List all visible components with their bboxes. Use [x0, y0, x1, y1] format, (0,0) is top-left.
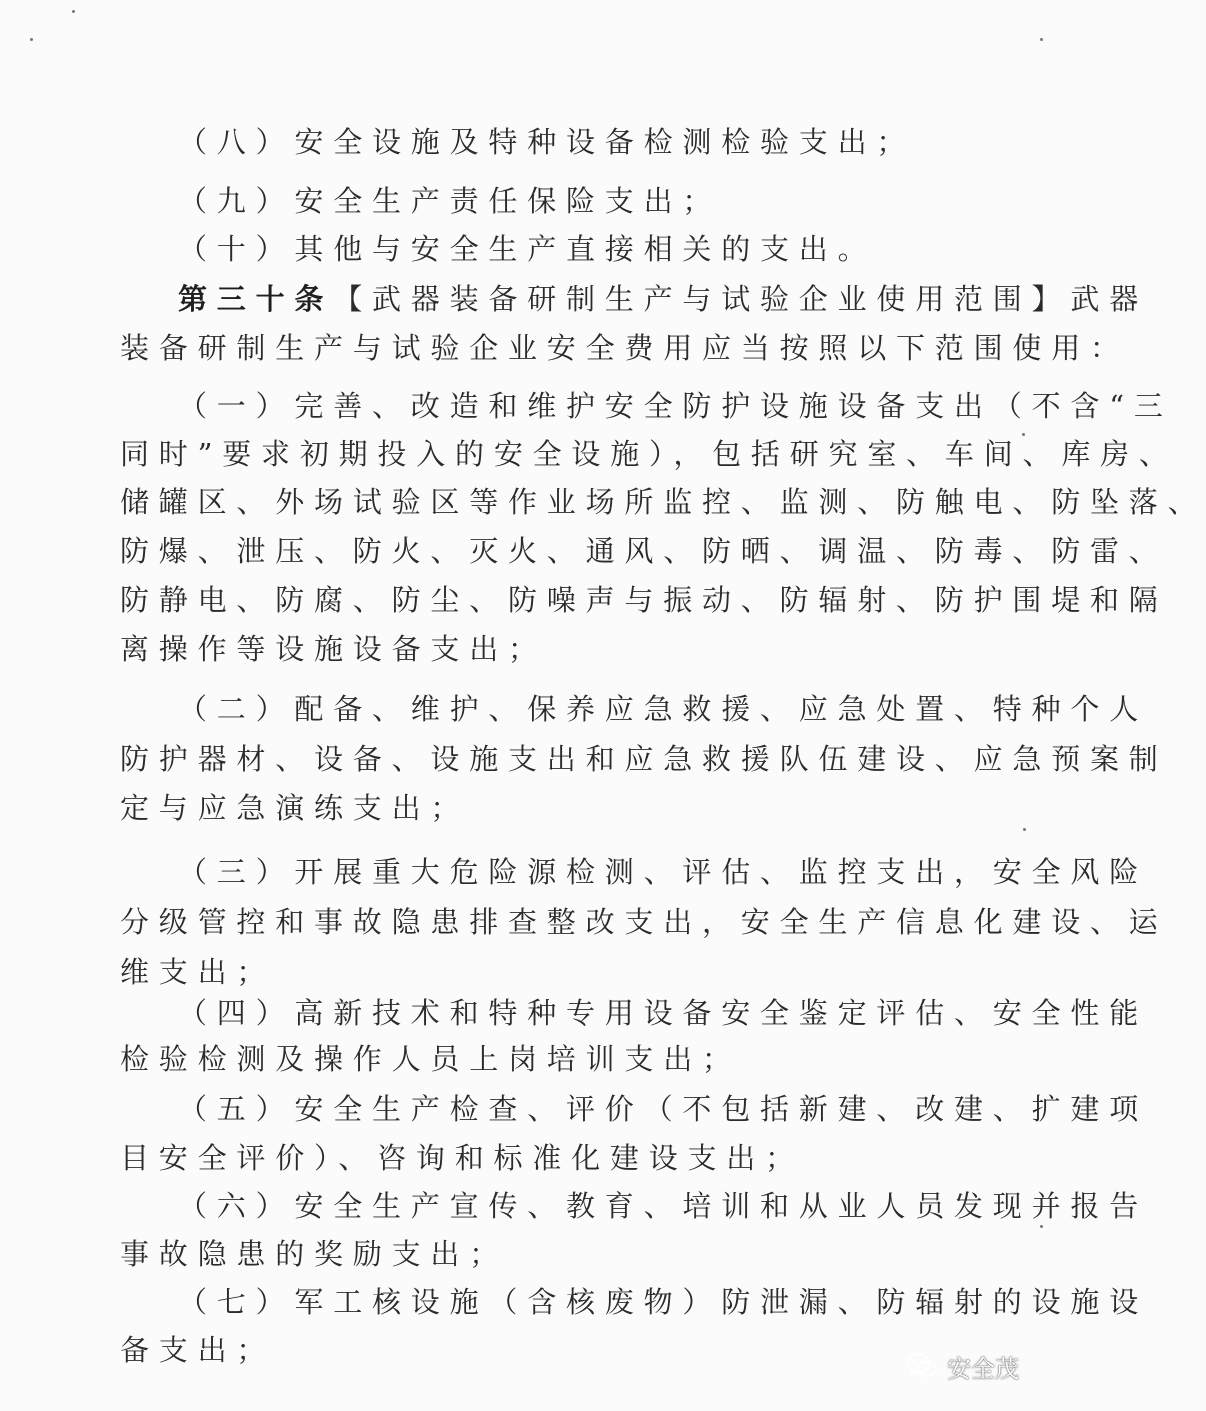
article-heading-text: 【武器装备研制生产与试验企业使用范围】武器 [333, 282, 1149, 316]
paragraph-line: （三）开展重大危险源检测、评估、监控支出，安全风险 [178, 855, 1149, 889]
paragraph-line: （四）高新技术和特种专用设备安全鉴定评估、安全性能 [178, 996, 1149, 1030]
paragraph-line: （十）其他与安全生产直接相关的支出。 [178, 232, 877, 266]
wechat-icon [905, 1352, 939, 1380]
scan-speck [1040, 38, 1043, 41]
paragraph-line: 储罐区、外场试验区等作业场所监控、监测、防触电、防坠落、 [120, 485, 1206, 519]
paragraph-line: 离操作等设施设备支出； [120, 632, 547, 666]
account-watermark [905, 1348, 1045, 1384]
paragraph-line: （二）配备、维护、保养应急救援、应急处置、特种个人 [178, 692, 1149, 726]
paragraph-line: 维支出； [120, 955, 276, 989]
paragraph-line: 目安全评价）、咨询和标准化建设支出； [120, 1141, 804, 1175]
paragraph-line: 防护器材、设备、设施支出和应急救援队伍建设、应急预案制 [120, 742, 1168, 776]
paragraph-line: 防静电、防腐、防尘、防噪声与振动、防辐射、防护围堤和隔 [120, 583, 1168, 617]
scan-speck [72, 10, 75, 13]
paragraph-line: （一）完善、改造和维护安全防护设施设备支出（不含“三 [178, 389, 1173, 423]
watermark-text: 安全茂 [947, 1354, 1019, 1383]
paragraph-line: 同时”要求初期投入的安全设施），包括研究室、车间、库房、 [120, 437, 1178, 471]
paragraph-line: （六）安全生产宣传、教育、培训和从业人员发现并报告 [178, 1189, 1149, 1223]
paragraph-line: 事故隐患的奖励支出； [120, 1237, 509, 1271]
paragraph-line: 检验检测及操作人员上岗培训支出； [120, 1042, 741, 1076]
article-heading-line [178, 279, 1149, 319]
scan-speck [30, 38, 33, 41]
article-label: 第三十条 [178, 282, 334, 316]
scan-speck [1040, 1225, 1043, 1228]
paragraph-line: （七）军工核设施（含核废物）防泄漏、防辐射的设施设 [178, 1285, 1149, 1319]
paragraph-line: 定与应急演练支出； [120, 791, 470, 825]
scan-speck [1023, 828, 1026, 831]
paragraph-line: 装备研制生产与试验企业安全费用应当按照以下范围使用： [120, 331, 1129, 365]
paragraph-line: （九）安全生产责任保险支出； [178, 184, 722, 218]
paragraph-line: 防爆、泄压、防火、灭火、通风、防晒、调温、防毒、防雷、 [120, 534, 1168, 568]
paragraph-line: （五）安全生产检查、评价（不包括新建、改建、扩建项 [178, 1092, 1149, 1126]
paragraph-line: 分级管控和事故隐患排查整改支出，安全生产信息化建设、运 [120, 905, 1168, 939]
paragraph-line: 备支出； [120, 1333, 276, 1367]
scan-speck [1022, 433, 1025, 436]
paragraph-line: （八）安全设施及特种设备检测检验支出； [178, 125, 916, 159]
